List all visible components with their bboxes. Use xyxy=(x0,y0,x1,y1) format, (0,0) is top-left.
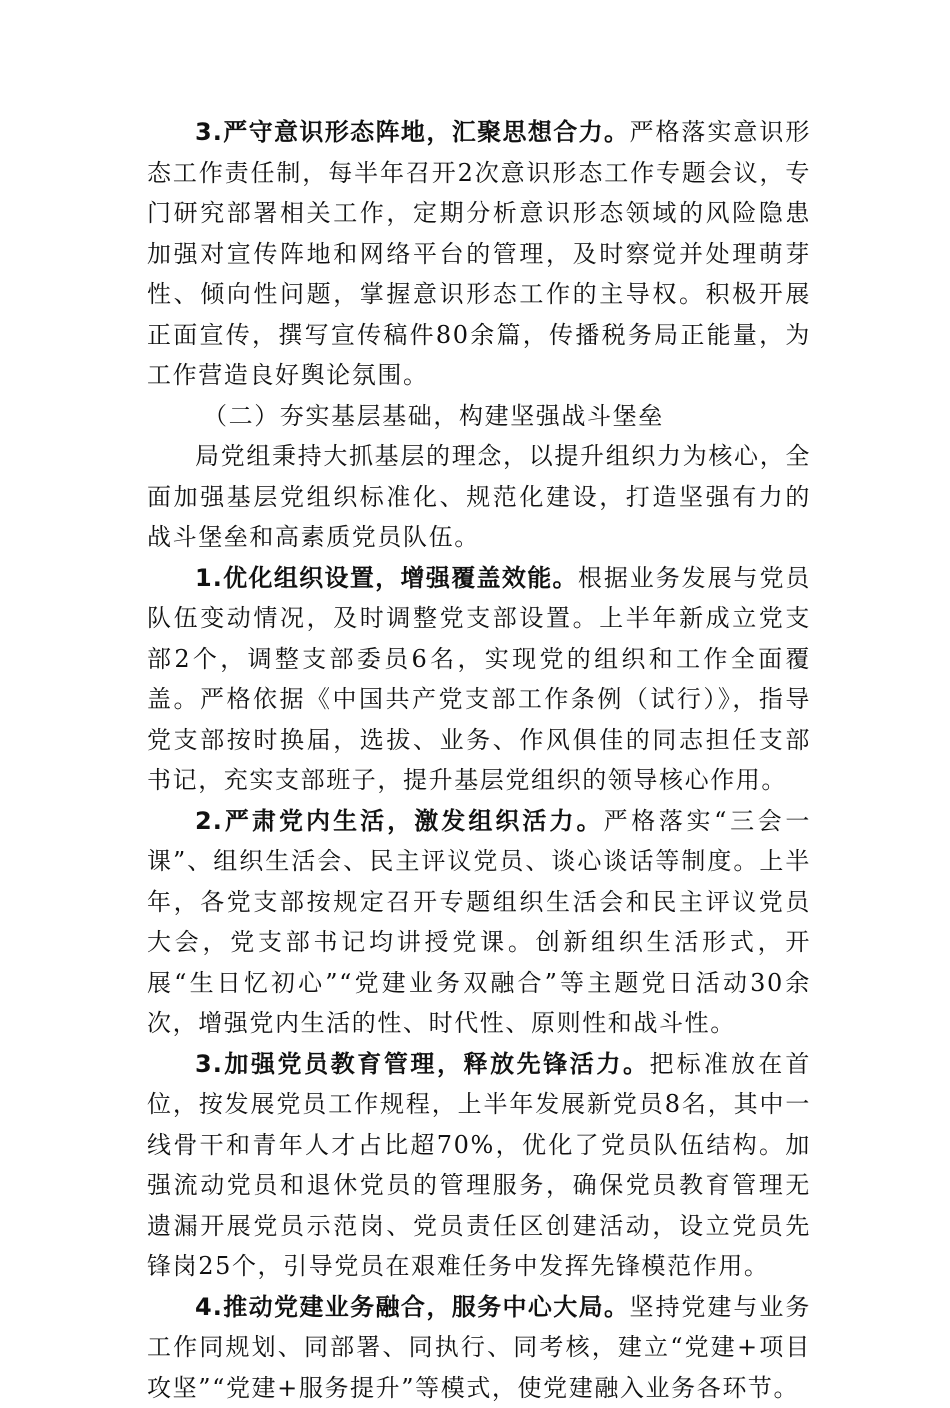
paragraph-lead: 3.加强党员教育管理，释放先锋活力。 xyxy=(195,1050,650,1078)
paragraph-text: 根据业务发展与党员队伍变动情况，及时调整党支部设置。上半年新成立党支部2个，调整支部委员6名，实现党的组织和工作全面覆盖。严格依据《中国共产党支部工作条例（试行）》，指导党支部按时换届，选拔、业务、作风俱佳的同志担任支部书记，充实支部班子，提升基层党组织的领导核心作用。 xyxy=(147,564,811,795)
paragraph-text: 把标准放在首位，按发展党员工作规程，上半年发展新党员8名，其中一线骨干和青年人才占比超70%，优化了党员队伍结构。加强流动党员和退休党员的管理服务，确保党员教育管理无遗漏开展党员示范岗、党员责任区创建活动，设立党员先锋岗25个，引导党员在艰难任务中发挥先锋模范作用。 xyxy=(147,1050,811,1281)
paragraph-text: 严格落实意识形态工作责任制，每半年召开2次意识形态工作专题会议，专门研究部署相关工作，定期分析意识形态领域的风险隐患加强对宣传阵地和网络平台的管理，及时察觉并处理萌芽性、倾向性问题，掌握意识形态工作的主导权。积极开展正面宣传，撰写宣传稿件80余篇，传播税务局正能量，为工作营造良好舆论氛围。 xyxy=(147,118,811,389)
paragraph-lead: 1.优化组织设置，增强覆盖效能。 xyxy=(195,564,578,592)
paragraph-lead: 3.严守意识形态阵地，汇聚思想合力。 xyxy=(195,118,629,146)
paragraph-integration xyxy=(147,1287,811,1408)
paragraph-organization xyxy=(147,558,811,801)
paragraph-text: 坚持党建与业务工作同规划、同部署、同执行、同考核，建立“党建+项目攻坚”“党建+服务提升”等模式，使党建融入业务各环节。 xyxy=(147,1293,811,1402)
section-heading: （二）夯实基层基础，构建坚强战斗堡垒 xyxy=(147,396,811,437)
section-intro: 局党组秉持大抓基层的理念，以提升组织力为核心，全面加强基层党组织标准化、规范化建设，打造坚强有力的战斗堡垒和高素质党员队伍。 xyxy=(147,436,811,558)
paragraph-lead: 4.推动党建业务融合，服务中心大局。 xyxy=(195,1293,629,1321)
paragraph-ideology xyxy=(147,112,811,396)
paragraph-party-life xyxy=(147,801,811,1044)
paragraph-text: 严格落实“三会一课”、组织生活会、民主评议党员、谈心谈话等制度。上半年，各党支部按规定召开专题组织生活会和民主评议党员大会，党支部书记均讲授党课。创新组织生活形式，开展“生日忆初心”“党建业务双融合”等主题党日活动30余次，增强党内生活的性、时代性、原则性和战斗性。 xyxy=(147,807,811,1038)
document-body xyxy=(147,112,811,1408)
paragraph-lead: 2.严肃党内生活，激发组织活力。 xyxy=(195,807,604,835)
paragraph-member-education xyxy=(147,1044,811,1287)
